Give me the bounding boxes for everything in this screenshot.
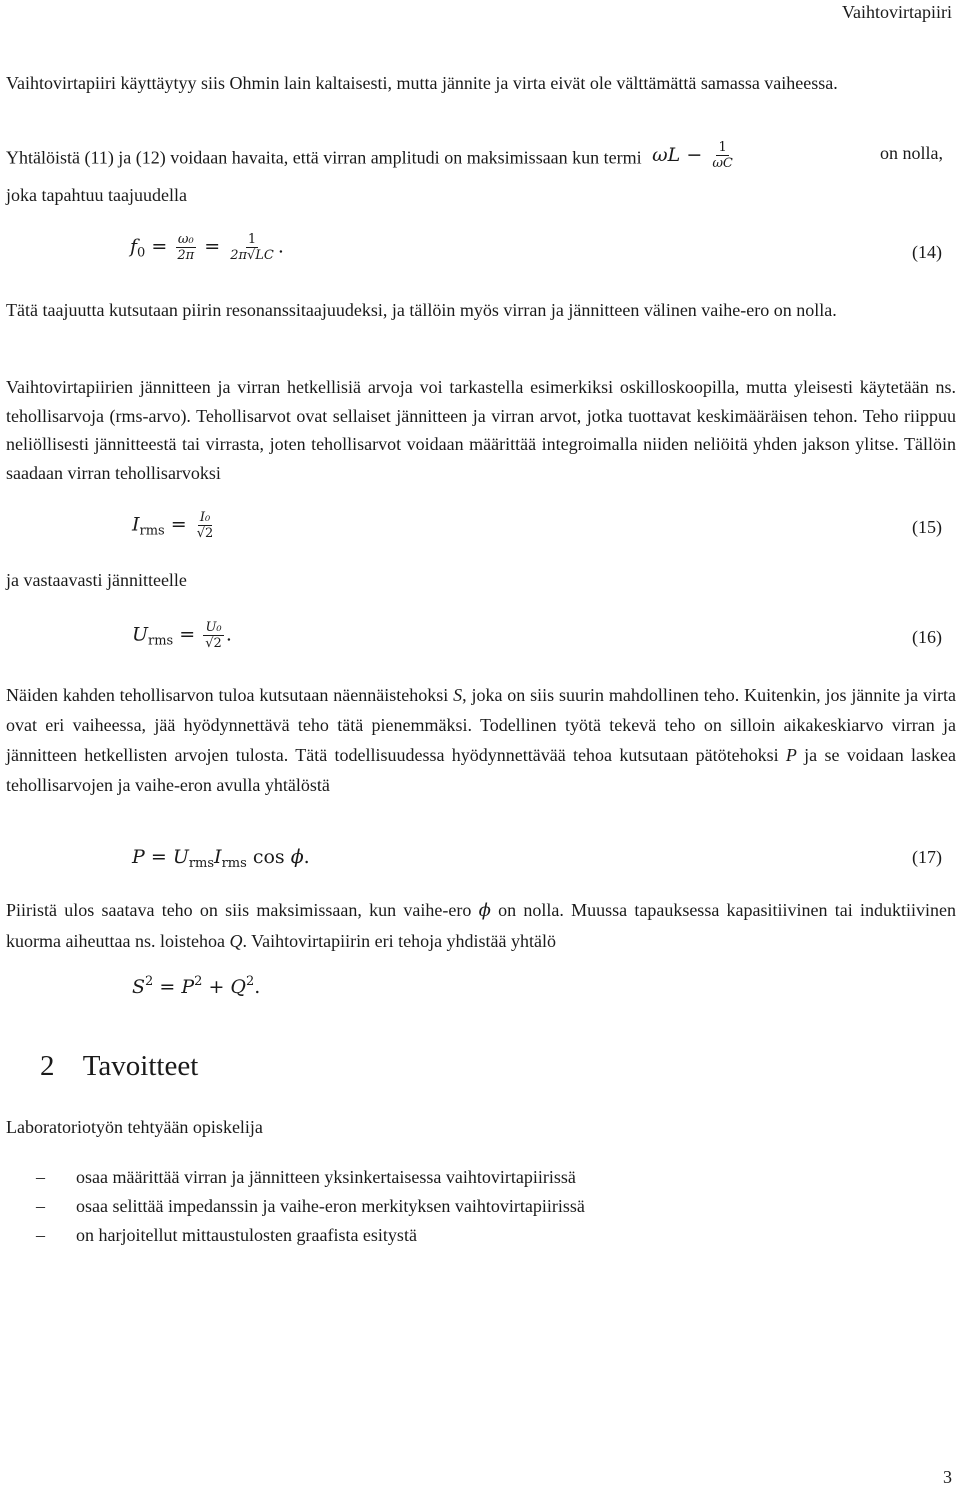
eq16-period: . — [225, 623, 232, 646]
amplitude-tail: on nolla, — [880, 143, 943, 163]
eq14-fraction-1 — [175, 232, 196, 263]
eq14-fraction-2 — [228, 232, 276, 263]
eq14-equals: = — [151, 235, 168, 258]
p6-text-b: , joka on siis suurin mahdollinen teho. Kuitenkin, jos jännite ja virta ovat eri vaiheessa, jää hyödynnettävä teho tätä pienemmäksi. Todellinen työtä tekevä teho on silloin aikakeskiarvo virran ja jännitteen hetkellisten arvojen tulosta. Tätä todellisuudessa hyödynnettävää tehoa kutsutaan pätötehoksi — [6, 685, 957, 765]
p7-text-a: Piiristä ulos saatava teho on siis maksimissaan, kun vaihe-ero — [6, 900, 479, 920]
paragraph-voltage-intro: ja vastaavasti jännitteelle — [6, 570, 187, 590]
eq18-p: P — [181, 976, 195, 998]
list-item-text: osaa selittää impedanssin ja vaihe-eron merkityksen vaihtovirtapiirissä — [76, 1196, 585, 1216]
p6-symbol-s: S — [453, 685, 463, 705]
eq15-num: I₀ — [199, 510, 211, 525]
eq18-p-sup: 2 — [194, 974, 203, 989]
list-item — [36, 1167, 576, 1188]
eq14-f1-num: ω₀ — [177, 232, 194, 247]
eq17-i-sub: rms — [221, 856, 247, 871]
equation-17-number: (17) — [912, 847, 942, 867]
term-fraction-num: 1 — [718, 140, 727, 155]
page-number: 3 — [943, 1467, 952, 1487]
eq15-i: I — [132, 513, 140, 536]
eq14-f2-num: 1 — [247, 232, 257, 247]
paragraph-reactive-power — [6, 895, 956, 956]
eq17-period: . — [303, 846, 310, 868]
equation-16-number: (16) — [912, 627, 942, 647]
paragraph-apparent-power — [6, 680, 956, 800]
equation-17 — [132, 846, 310, 871]
eq18-q-sup: 2 — [246, 974, 255, 989]
bullet-dash: – — [36, 1225, 45, 1245]
eq15-equals: = — [170, 513, 187, 536]
amplitude-text: Yhtälöistä (11) ja (12) voidaan havaita, että virran amplitudi on maksimissaan kun termi — [6, 147, 642, 168]
list-item-text: on harjoitellut mittaustulosten graafista esitystä — [76, 1225, 417, 1245]
eq14-equals-2: = — [204, 235, 221, 258]
eq18-s: S — [132, 976, 146, 998]
paragraph-amplitude-line1 — [6, 140, 737, 174]
term-fraction-den: ωC — [712, 156, 733, 171]
eq14-period: . — [277, 235, 284, 258]
running-head: Vaihtovirtapiiri — [842, 2, 952, 22]
p7-text-c: . Vaihtovirtapiirin eri tehoja yhdistää yhtälö — [242, 931, 557, 951]
section-intro: Laboratoriotyön tehtyään opiskelija — [6, 1117, 263, 1137]
eq16-num: U₀ — [205, 620, 222, 635]
p7-symbol-q: Q — [229, 931, 243, 951]
section-heading — [40, 1050, 198, 1083]
eq16-u: U — [132, 623, 149, 646]
eq16-equals: = — [179, 623, 196, 646]
paragraph-amplitude-line2: joka tapahtuu taajuudella — [6, 185, 187, 205]
eq16-u-sub: rms — [148, 633, 174, 649]
eq15-fraction — [195, 510, 216, 541]
eq14-f2-den: 2π√LC — [230, 248, 274, 263]
eq17-u-sub: rms — [188, 856, 215, 871]
eq18-plus: + — [208, 976, 225, 998]
paragraph-rms: Vaihtovirtapiirien jännitteen ja virran hetkellisiä arvoja voi tarkastella esimerkiksi oskilloskoopilla, mutta yleisesti käytetään ns. tehollisarvoja (rms-arvo). Tehollisarvot ovat sellaiset jännitteen ja virran arvot, jotka tuottavat keskimääräisen tehon. Teho riippuu neliöllisesti jännitteestä tai virrasta, joten tehollisarvot voidaan määrittää integroimalla niiden neliöitä yhden jakson ylitse. Tällöin saadaan virran tehollisarvoksi — [6, 377, 956, 483]
equation-15 — [132, 510, 217, 541]
eq14-f1-den: 2π — [177, 248, 195, 263]
eq17-phi: ϕ — [290, 846, 304, 868]
eq17-equals: = — [150, 846, 167, 868]
eq17-u: U — [172, 846, 189, 868]
eq15-den: √2 — [196, 526, 214, 541]
paragraph-resonance: Tätä taajuutta kutsutaan piirin resonanssitaajuudeksi, ja tällöin myös virran ja jännitteen välinen vaihe-ero on nolla. — [6, 300, 837, 320]
equation-15-number: (15) — [912, 517, 942, 537]
p7-symbol-phi: ϕ — [478, 900, 491, 921]
eq16-fraction — [203, 620, 224, 651]
term-minus: − — [686, 143, 703, 166]
eq18-equals: = — [159, 976, 176, 998]
section-number: 2 — [40, 1050, 55, 1082]
section-title: Tavoitteet — [82, 1050, 199, 1082]
list-item — [36, 1225, 417, 1246]
equation-14 — [130, 232, 284, 263]
p6-text-a: Näiden kahden tehollisarvon tuloa kutsutaan näennäistehoksi — [6, 685, 454, 705]
eq17-cos: cos — [252, 846, 285, 868]
list-item-text: osaa määrittää virran ja jännitteen yksinkertaisessa vaihtovirtapiirissä — [76, 1167, 576, 1187]
p7-text-b: on nolla. Muussa tapauksessa kapasitiivinen tai induktiivinen kuorma aiheuttaa ns. loistehoa — [6, 900, 956, 951]
eq17-i: I — [214, 846, 222, 868]
eq18-period: . — [254, 976, 261, 998]
eq14-f-sub: 0 — [137, 245, 146, 261]
term-omega-l-minus — [652, 140, 737, 171]
eq14-f: f — [130, 235, 138, 258]
bullet-dash: – — [36, 1196, 45, 1216]
eq15-i-sub: rms — [139, 523, 165, 539]
eq18-q: Q — [230, 976, 246, 998]
term-omega-l: ωL — [652, 143, 681, 166]
p6-symbol-p: P — [785, 745, 797, 765]
term-fraction — [710, 140, 735, 171]
equation-14-number: (14) — [912, 242, 942, 262]
list-item — [36, 1196, 585, 1217]
p6-text-c: ja se voidaan laskea tehollisarvojen ja vaihe-eron avulla yhtälöstä — [6, 745, 956, 795]
eq18-s-sup: 2 — [145, 974, 154, 989]
eq16-den: √2 — [205, 636, 222, 651]
bullet-dash: – — [36, 1167, 45, 1187]
paragraph-ohm-law: Vaihtovirtapiiri käyttäytyy siis Ohmin lain kaltaisesti, mutta jännite ja virta eivät ole välttämättä samassa vaiheessa. — [6, 73, 838, 93]
eq17-p: P — [132, 846, 145, 868]
equation-16 — [132, 620, 232, 651]
equation-power-triangle — [132, 974, 260, 998]
